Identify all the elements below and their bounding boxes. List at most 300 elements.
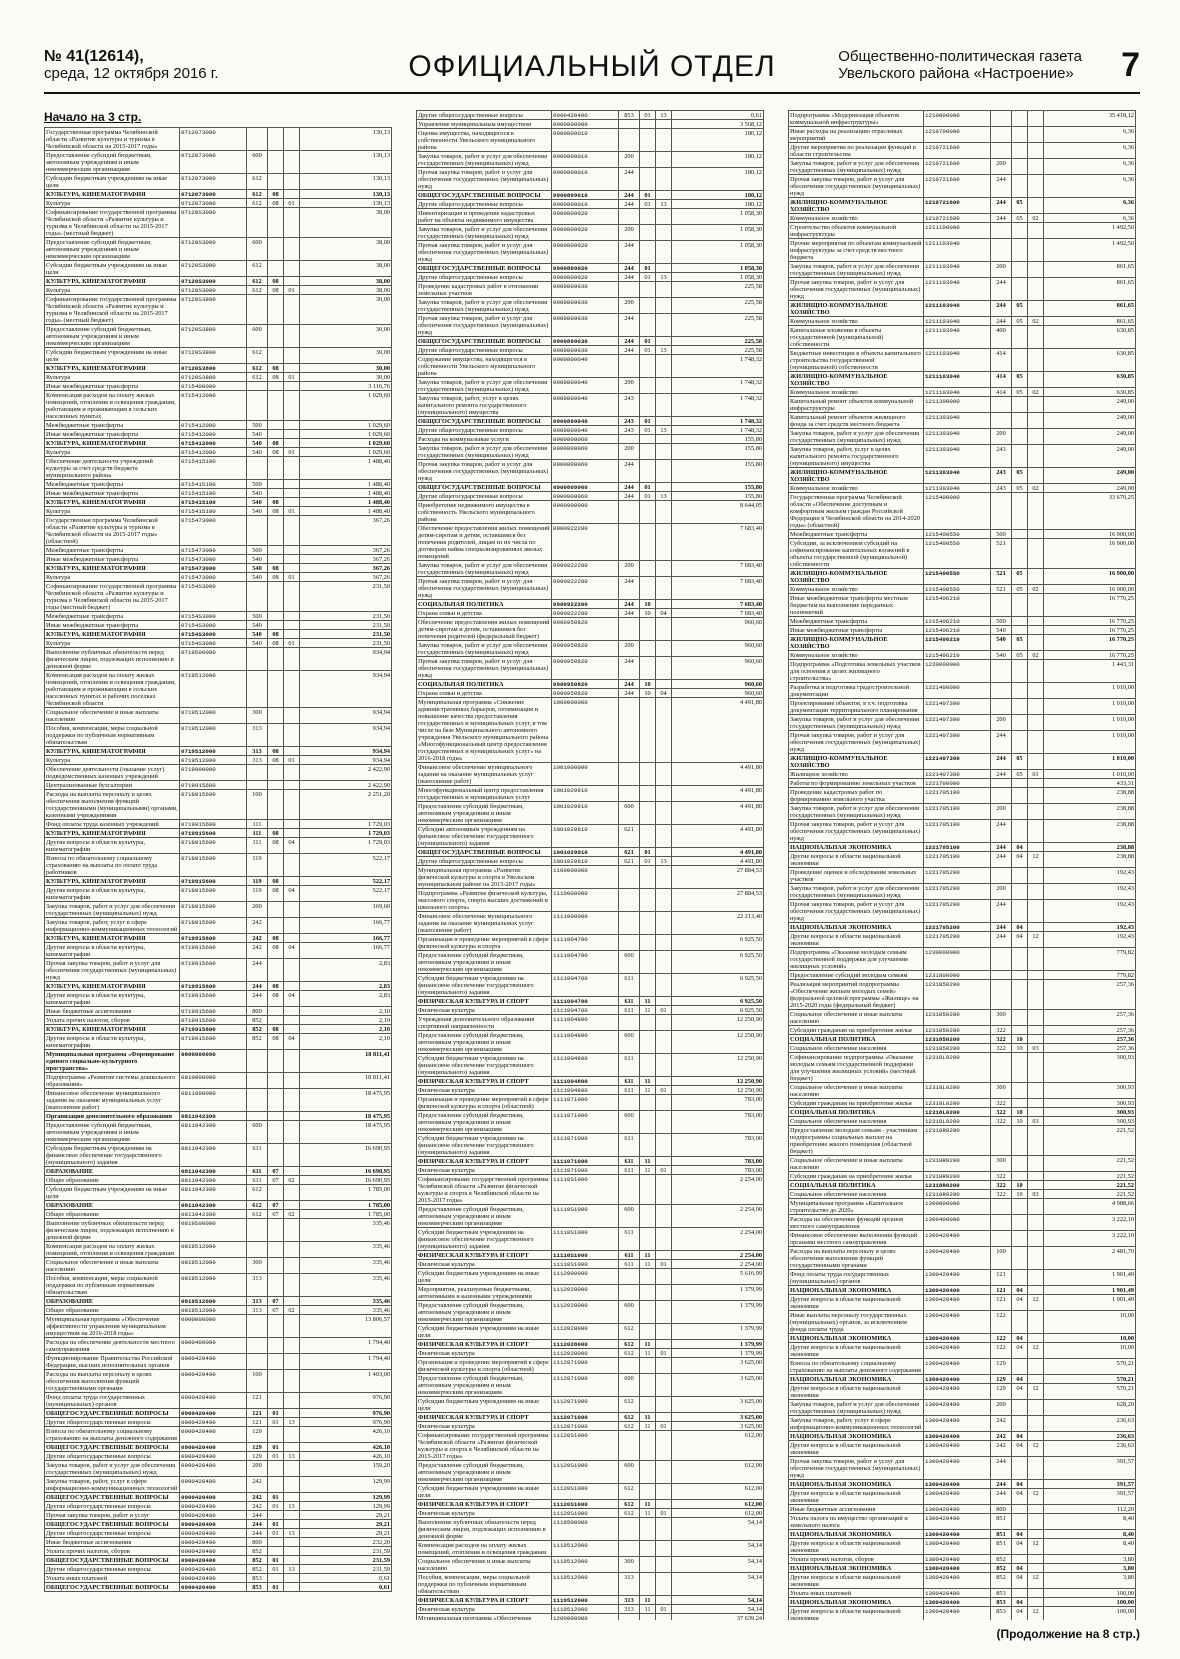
target-code: 0900809040	[552, 426, 619, 435]
section-code	[640, 657, 656, 680]
expense-type: 611	[619, 1260, 640, 1269]
subsection-code	[656, 394, 672, 417]
subsection-code	[1028, 715, 1044, 731]
target-code: 0900420400	[180, 1556, 247, 1565]
expense-type: 611	[247, 1167, 268, 1176]
subsection-code: 12	[1028, 1441, 1044, 1457]
amount: 4 491,80	[672, 802, 764, 825]
section-code	[640, 935, 656, 951]
expense-type: 300	[247, 708, 268, 724]
target-code: 0900420400	[180, 1393, 247, 1409]
section-code	[1012, 1416, 1028, 1432]
amount: 1 010,00	[1044, 715, 1136, 731]
row-name: НАЦИОНАЛЬНАЯ ЭКОНОМИКА	[789, 1564, 924, 1573]
amount: 37 639,24	[672, 1614, 764, 1621]
row-name: Субсидии гражданам на приобретение жилья	[789, 1172, 924, 1181]
table-row	[45, 564, 392, 573]
target-code: 0719915600	[180, 1034, 247, 1050]
expense-type: 600	[619, 1301, 640, 1324]
subsection-code: 01	[656, 1422, 672, 1431]
target-code: 0719915600	[180, 790, 247, 820]
target-code: 0900809040	[552, 378, 619, 394]
expense-type: 852	[247, 1025, 268, 1034]
subsection-code	[284, 391, 300, 421]
expense-type: 852	[247, 1547, 268, 1556]
subsection-code	[1028, 617, 1044, 626]
target-code: 0715412000	[180, 391, 247, 421]
expense-type: 611	[619, 1006, 640, 1015]
target-code: 1221407300	[924, 715, 991, 731]
table-row	[789, 484, 1136, 493]
table-row	[417, 889, 764, 912]
section-code	[268, 1477, 284, 1493]
amount: 522,17	[300, 877, 392, 886]
amount: 166,77	[300, 943, 392, 959]
target-code: 0811000000	[180, 1089, 247, 1112]
amount: 335,46	[300, 1219, 392, 1242]
subsection-code	[656, 698, 672, 763]
row-name: Компенсация расходов на оплату жилых помещений, отопления и освещения гражданам, работающим и проживающим в сельских населенных пунктах	[45, 391, 180, 421]
row-name: Закупка товаров, работ и услуг для обеспечения государственных (муниципальных) нужд	[45, 1461, 180, 1477]
row-name: Обеспечение деятельности (оказание услуг) подведомственных казенных учреждений	[45, 765, 180, 781]
amount: 570,21	[1044, 1384, 1136, 1400]
section-code	[268, 1538, 284, 1547]
section-code: 08	[268, 1034, 284, 1050]
target-code: 1111071000	[552, 1111, 619, 1134]
row-name: ФИЗИЧЕСКАЯ КУЛЬТУРА И СПОРТ	[417, 1500, 552, 1509]
target-code: 0715415100	[180, 480, 247, 489]
subsection-code: 02	[284, 1176, 300, 1185]
target-code: 0900922200	[552, 524, 619, 561]
table-row	[45, 918, 392, 934]
row-name: Другие вопросы в области национальной экономики	[789, 1539, 924, 1555]
subsection-code	[1028, 1457, 1044, 1480]
section-code: 04	[1012, 1489, 1028, 1505]
expense-type: 300	[991, 1083, 1012, 1099]
amount: 1 058,30	[672, 273, 764, 282]
subsection-code	[284, 546, 300, 555]
table-row	[417, 282, 764, 298]
table-row	[45, 1258, 392, 1274]
section-code: 11	[640, 1413, 656, 1422]
expense-type: 244	[991, 301, 1012, 317]
section-code	[268, 790, 284, 820]
table-row	[417, 1541, 764, 1557]
section-code: 08	[268, 564, 284, 573]
target-code: 0712073000	[180, 174, 247, 190]
row-name: Прочая закупка товаров, работ и услуг для обеспечения государственных (муниципальных) нужд	[417, 577, 552, 600]
target-code: 1300420400	[924, 1295, 991, 1311]
section-code: 05	[1012, 198, 1028, 214]
target-code: 1300420400	[924, 1247, 991, 1270]
section-code	[640, 1269, 656, 1285]
amount: 522,17	[300, 886, 392, 902]
section-code: 01	[640, 337, 656, 346]
row-name: Прочая закупка товаров, работ и услуг для обеспечения государственных (муниципальных) нужд	[45, 959, 180, 982]
expense-type: 242	[991, 1416, 1012, 1432]
section-code	[268, 325, 284, 348]
row-name: Расходы на выплаты персоналу в целях обеспечения выполнения функций государственными органами	[45, 1370, 180, 1393]
table-row	[45, 1338, 392, 1354]
amount: 960,60	[672, 689, 764, 698]
subsection-code	[656, 168, 672, 191]
row-name: Закупка товаров, работ и услуг для обеспечения государственных (муниципальных) нужд	[417, 641, 552, 657]
amount: 7 683,40	[672, 600, 764, 609]
row-name: КУЛЬТУРА, КИНЕМАТОГРАФИЯ	[45, 564, 180, 573]
amount: 1 488,40	[300, 480, 392, 489]
subsection-code	[1028, 445, 1044, 468]
target-code: 1112028000	[552, 1301, 619, 1324]
subsection-code	[656, 282, 672, 298]
expense-type: 242	[991, 1432, 1012, 1441]
table-row	[417, 168, 764, 191]
expense-type	[247, 1050, 268, 1073]
expense-type: 244	[619, 657, 640, 680]
table-row	[417, 1175, 764, 1205]
target-code: 1220000000	[924, 660, 991, 683]
subsection-code	[1028, 111, 1044, 127]
section-code	[1012, 1457, 1028, 1480]
expense-type	[247, 1338, 268, 1354]
subsection-code: 01	[656, 1006, 672, 1015]
amount: 16 770,25	[1044, 594, 1136, 617]
subsection-code: 01	[284, 639, 300, 648]
amount: 30,00	[300, 295, 392, 325]
expense-type: 612	[619, 1340, 640, 1349]
table-row	[45, 439, 392, 448]
row-name: НАЦИОНАЛЬНАЯ ЭКОНОМИКА	[789, 1480, 924, 1489]
target-code: 0811042300	[180, 1167, 247, 1176]
subsection-code	[656, 618, 672, 641]
row-name: Физическая культура	[417, 1086, 552, 1095]
section-code	[640, 1134, 656, 1157]
target-code: 0900800000	[552, 120, 619, 129]
section-code: 04	[1012, 852, 1028, 868]
section-code	[268, 174, 284, 190]
section-code	[1012, 731, 1028, 754]
subsection-code: 02	[1028, 214, 1044, 223]
target-code: 0719512000	[180, 747, 247, 756]
expense-type: 244	[619, 600, 640, 609]
section-code	[640, 1015, 656, 1031]
row-name: Физическая культура	[417, 1260, 552, 1269]
table-row	[45, 790, 392, 820]
target-code: 0900420400	[180, 1370, 247, 1393]
expense-type: 119	[247, 886, 268, 902]
table-row	[789, 1035, 1136, 1044]
subsection-code	[656, 577, 672, 600]
row-name: Субсидии бюджетным учреждениям на иные цели	[45, 261, 180, 277]
target-code: 1215406210	[924, 626, 991, 635]
amount: 1 029,60	[300, 421, 392, 430]
section-code: 10	[640, 600, 656, 609]
section-code	[640, 168, 656, 191]
subsection-code	[284, 1547, 300, 1556]
row-name: Субсидии бюджетным учреждениям на иные цели	[417, 1269, 552, 1285]
target-code: 0900809030	[552, 298, 619, 314]
section-code: 11	[640, 1605, 656, 1614]
amount: 783,00	[672, 1095, 764, 1111]
target-code: 1111004700	[552, 935, 619, 951]
subsection-code	[1028, 1359, 1044, 1375]
table-row	[417, 444, 764, 460]
section-code: 04	[1012, 1607, 1028, 1621]
section-code: 05	[1012, 317, 1028, 326]
table-row	[789, 1247, 1136, 1270]
subsection-code	[1028, 900, 1044, 923]
target-code: 1300420400	[924, 1457, 991, 1480]
table-row	[417, 298, 764, 314]
amount: 1 488,40	[300, 507, 392, 516]
section-code: 05	[1012, 372, 1028, 388]
target-code: 1210721600	[924, 143, 991, 159]
amount: 18 475,95	[300, 1089, 392, 1112]
row-name: Межбюджетные трансферты	[45, 421, 180, 430]
amount: 783,00	[672, 1111, 764, 1134]
subsection-code	[656, 1324, 672, 1340]
target-code: 1110000000	[552, 889, 619, 912]
table-row	[417, 1349, 764, 1358]
amount: 426,10	[300, 1443, 392, 1452]
section-code	[268, 708, 284, 724]
target-code: 1221407300	[924, 731, 991, 754]
row-name: Софинансирование государственной программы Челябинской области «Развитие физической культуры и спорта в Челябинской области на 2015-2017 годы»	[417, 1431, 552, 1461]
section-code	[1012, 262, 1028, 278]
amount: 4 988,66	[1044, 1199, 1136, 1215]
target-code: 0715415100	[180, 489, 247, 498]
expense-type	[619, 120, 640, 129]
target-code: 1300420400	[924, 1270, 991, 1286]
table-row	[789, 1375, 1136, 1384]
subsection-code	[1028, 1311, 1044, 1334]
row-name: Субсидии бюджетным учреждениям на финансовое обеспечение государственного (муниципального) задания	[417, 1054, 552, 1077]
subsection-code	[284, 480, 300, 489]
subsection-code: 13	[656, 346, 672, 355]
row-name: Прочая закупка товаров, работ и услуг для обеспечения государственных (муниципальных) нужд	[789, 175, 924, 198]
amount: 231,50	[300, 582, 392, 612]
expense-type	[247, 1219, 268, 1242]
expense-type: 200	[991, 715, 1012, 731]
section-code: 10	[1012, 1181, 1028, 1190]
expense-type: 244	[619, 577, 640, 600]
subsection-code	[656, 314, 672, 337]
table-row	[789, 820, 1136, 843]
table-row	[417, 225, 764, 241]
table-row	[417, 1205, 764, 1228]
subsection-code	[656, 1484, 672, 1500]
section-code: 04	[1012, 1286, 1028, 1295]
subsection-code	[284, 295, 300, 325]
expense-type: 852	[247, 1556, 268, 1565]
expense-type: 243	[619, 417, 640, 426]
section-code	[1012, 175, 1028, 198]
amount: 100,00	[1044, 1589, 1136, 1598]
expense-type: 200	[619, 561, 640, 577]
row-name: Иные межбюджетные трансферты	[45, 489, 180, 498]
table-row	[417, 1484, 764, 1500]
section-code	[640, 912, 656, 935]
target-code: 1300000000	[924, 1199, 991, 1215]
section-code	[640, 1614, 656, 1621]
target-code: 1211103040	[924, 388, 991, 397]
row-name: Прочая закупка товаров, работ и услуг для обеспечения государственных (муниципальных) нужд	[789, 1457, 924, 1480]
subsection-code	[1028, 1099, 1044, 1108]
table-row	[45, 516, 392, 546]
target-code: 1210700000	[924, 127, 991, 143]
subsection-code	[1028, 1231, 1044, 1247]
amount: 16 900,00	[1044, 530, 1136, 539]
subsection-code	[1028, 1564, 1044, 1573]
subsection-code	[1028, 1598, 1044, 1607]
row-name: Другие вопросы в области национальной экономики	[789, 1489, 924, 1505]
expense-type	[619, 1614, 640, 1621]
target-code: 0719915600	[180, 854, 247, 877]
row-name: Взносы по обязательному социальному страхованию на выплаты по оплате труда работников	[45, 854, 180, 877]
subsection-code: 02	[1028, 317, 1044, 326]
section-code: 04	[1012, 1573, 1028, 1589]
section-code	[268, 621, 284, 630]
target-code: 1300420400	[924, 1400, 991, 1416]
row-name: Инвентаризация и проведение кадастровых работ на объекты недвижимого имущества	[417, 209, 552, 225]
amount: 236,63	[1044, 1441, 1136, 1457]
table-row	[45, 1167, 392, 1176]
subsection-code	[284, 1393, 300, 1409]
subsection-code: 13	[284, 1565, 300, 1574]
row-name: Организация и проведение мероприятий в сфере физической культуры и спорта (областной)	[417, 1358, 552, 1374]
amount: 1 492,50	[1044, 239, 1136, 262]
target-code: 0900420400	[180, 1574, 247, 1583]
expense-type: 414	[991, 388, 1012, 397]
table-row	[417, 698, 764, 763]
column-1	[44, 110, 392, 1620]
amount: 169,60	[300, 902, 392, 918]
subsection-code	[284, 364, 300, 373]
section-code	[640, 1111, 656, 1134]
table-row	[789, 1416, 1136, 1432]
section-code	[1012, 788, 1028, 804]
table-row	[45, 1547, 392, 1556]
row-name: Выполнение публичных обязательств перед физическим лицом, подлежащих исполнению в денежной форме	[45, 1219, 180, 1242]
target-code: 1300420400	[924, 1564, 991, 1573]
table-row	[417, 191, 764, 200]
expense-type: 540	[247, 639, 268, 648]
expense-type: 244	[991, 731, 1012, 754]
target-code: 1230000000	[924, 948, 991, 971]
table-row	[789, 923, 1136, 932]
row-name: Другие вопросы в области национальной экономики	[789, 1343, 924, 1359]
amount: 30,00	[300, 325, 392, 348]
amount: 570,21	[1044, 1375, 1136, 1384]
amount: 1 058,30	[672, 264, 764, 273]
amount: 238,88	[1044, 804, 1136, 820]
target-code: 1300420400	[924, 1441, 991, 1457]
table-row	[45, 1210, 392, 1219]
amount: 2 422,90	[300, 781, 392, 790]
subsection-code: 04	[284, 943, 300, 959]
table-row	[45, 1050, 392, 1073]
amount: 335,46	[300, 1258, 392, 1274]
row-name: Охрана семьи и детства	[417, 689, 552, 698]
target-code: 07120S3800	[180, 373, 247, 382]
subsection-code	[656, 825, 672, 848]
table-row	[417, 763, 764, 786]
expense-type: 612	[247, 1185, 268, 1201]
expense-type: 540	[247, 621, 268, 630]
target-code: 0719915600	[180, 1025, 247, 1034]
row-name: КУЛЬТУРА, КИНЕМАТОГРАФИЯ	[45, 877, 180, 886]
target-code: 1231850200	[924, 1035, 991, 1044]
table-row	[417, 426, 764, 435]
table-row	[417, 111, 764, 120]
target-code: 1300400000	[924, 1215, 991, 1231]
amount: 3 625,00	[672, 1358, 764, 1374]
expense-type: 313	[247, 1306, 268, 1315]
row-name: Предоставление субсидий бюджетным, автономным учреждениям и иным некоммерческим организациям	[417, 1031, 552, 1054]
row-name: Приобретение недвижимого имущества в собственность Увельского муниципального района	[417, 501, 552, 524]
table-row	[45, 1201, 392, 1210]
table-row	[789, 868, 1136, 884]
section-code	[640, 355, 656, 378]
amount: 225,58	[672, 337, 764, 346]
amount: 54,14	[672, 1541, 764, 1557]
amount: 221,52	[1044, 1126, 1136, 1156]
row-name: КУЛЬТУРА, КИНЕМАТОГРАФИЯ	[45, 439, 180, 448]
table-row	[417, 786, 764, 802]
continued-to-note: (Продолжение на 8 стр.)	[996, 1627, 1140, 1641]
target-code: 07120S3000	[180, 238, 247, 261]
amount: 6,36	[1044, 175, 1136, 198]
section-code	[268, 261, 284, 277]
expense-type	[619, 1431, 640, 1461]
section-code	[1012, 413, 1028, 429]
table-row	[789, 1053, 1136, 1083]
amount: 335,46	[300, 1306, 392, 1315]
row-name: СОЦИАЛЬНАЯ ПОЛИТИКА	[789, 1181, 924, 1190]
expense-type: 611	[247, 1176, 268, 1185]
section-code	[268, 208, 284, 238]
expense-type: 611	[619, 1134, 640, 1157]
table-row	[417, 1431, 764, 1461]
row-name: Коммунальное хозяйство	[789, 388, 924, 397]
expense-type: 540	[991, 626, 1012, 635]
target-code: 12318L0200	[924, 1108, 991, 1117]
row-name: Социальное обеспечение и иные выплаты населению	[417, 1557, 552, 1573]
subsection-code	[656, 1358, 672, 1374]
section-code: 01	[268, 1418, 284, 1427]
amount: 1 010,00	[1044, 731, 1136, 754]
amount: 0,61	[300, 1583, 392, 1592]
section-code: 04	[1012, 923, 1028, 932]
target-code: 0900950820	[552, 618, 619, 641]
subsection-code	[1028, 971, 1044, 980]
amount: 1 379,99	[672, 1324, 764, 1340]
subsection-code	[284, 421, 300, 430]
row-name: Другие общегосударственные вопросы	[417, 857, 552, 866]
section-code	[640, 763, 656, 786]
expense-type: 852	[991, 1573, 1012, 1589]
row-name: ОБЩЕГОСУДАРСТВЕННЫЕ ВОПРОСЫ	[45, 1556, 180, 1565]
table-row	[789, 594, 1136, 617]
subsection-code	[1028, 788, 1044, 804]
subsection-code	[1028, 1199, 1044, 1215]
section-code	[268, 1274, 284, 1297]
expense-type	[619, 501, 640, 524]
row-name: Иные межбюджетные трансферты	[45, 555, 180, 564]
expense-type: 243	[991, 484, 1012, 493]
expense-type: 121	[247, 1418, 268, 1427]
target-code: 0715473000	[180, 516, 247, 546]
section-code: 05	[1012, 635, 1028, 651]
